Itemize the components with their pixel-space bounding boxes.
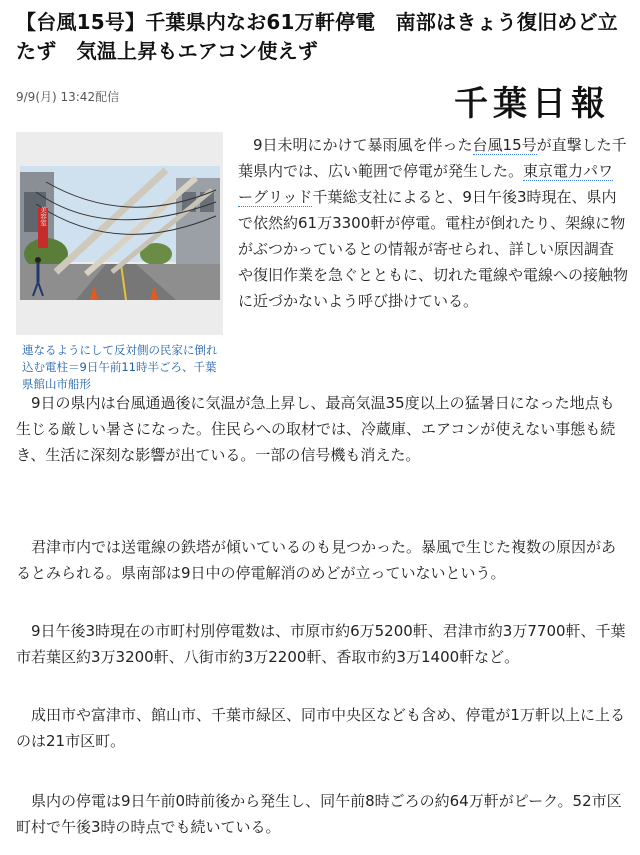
tepco-link[interactable]: 東京電力パワーグリッド [238, 162, 614, 206]
paragraph-areas: 成田市や富津市、館山市、千葉市緑区、同市中央区なども含め、停電が1万軒以上に上るのは21市区町。 [16, 706, 625, 750]
paragraph-heat: 9日の県内は台風通過後に気温が急上昇し、最高気温35度以上の猛暑日になった地点も生じる厳しい暑さになった。住民らへの取材では、冷蔵庫、エアコンが使えない事態も続き、生活に深刻な影響が出ている。一部の信号機も消えた。 [16, 394, 616, 464]
headline: 【台風15号】千葉県内なお61万軒停電 南部はきょう復旧めど立たず 気温上昇もエアコン使えず [16, 10, 618, 63]
article-photo[interactable] [16, 132, 223, 335]
paragraph-outage-counts: 9日午後3時現在の市町村別停電数は、市原市約6万5200軒、君津市約3万7700軒、千葉市若葉区約3万3200軒、八街市約3万2200軒、香取市約3万1400軒など。 [16, 622, 626, 666]
lead-text-mid2: 千葉総支社によると、9日午後3時現在、県内で依然約61万3300軒が停電。電柱が倒れたり、架線に物がぶつかっているとの情報が寄せられ、詳しい原因調査や復旧作業を急ぐとともに、切れた電線や電線への接触物に近づかないよう呼び掛けている。 [238, 188, 629, 310]
paragraph-kimitsu: 君津市内では送電線の鉄塔が傾いているのも見つかった。暴風で生じた複数の原因があるとみられる。県南部は9日中の停電解消のめどが立っていないという。 [16, 538, 617, 582]
typhoon-link[interactable]: 台風15号 [472, 136, 537, 154]
source-logo[interactable]: 千葉日報 [454, 84, 610, 124]
shop-sign: 美容室 [39, 206, 47, 226]
paragraph-peak: 県内の停電は9日午前0時前後から発生し、同午前8時ごろの約64万軒がピーク。52市区町村で午後3時の時点でも続いている。 [16, 792, 622, 836]
dateline: 9/9(月) 13:42配信 [16, 90, 120, 104]
lead-text-mid1: が直撃した千葉県内では、広い範囲で停電が発生した。 [238, 136, 627, 180]
lead-text-pre: 9日未明にかけて暴雨風を伴った [238, 136, 473, 154]
photo-illustration [16, 132, 223, 335]
article-lead [238, 132, 628, 314]
photo-caption: 連なるようにして反対側の民家に倒れ込む電柱＝9日午前11時半ごろ、千葉県館山市船形 [22, 343, 218, 391]
